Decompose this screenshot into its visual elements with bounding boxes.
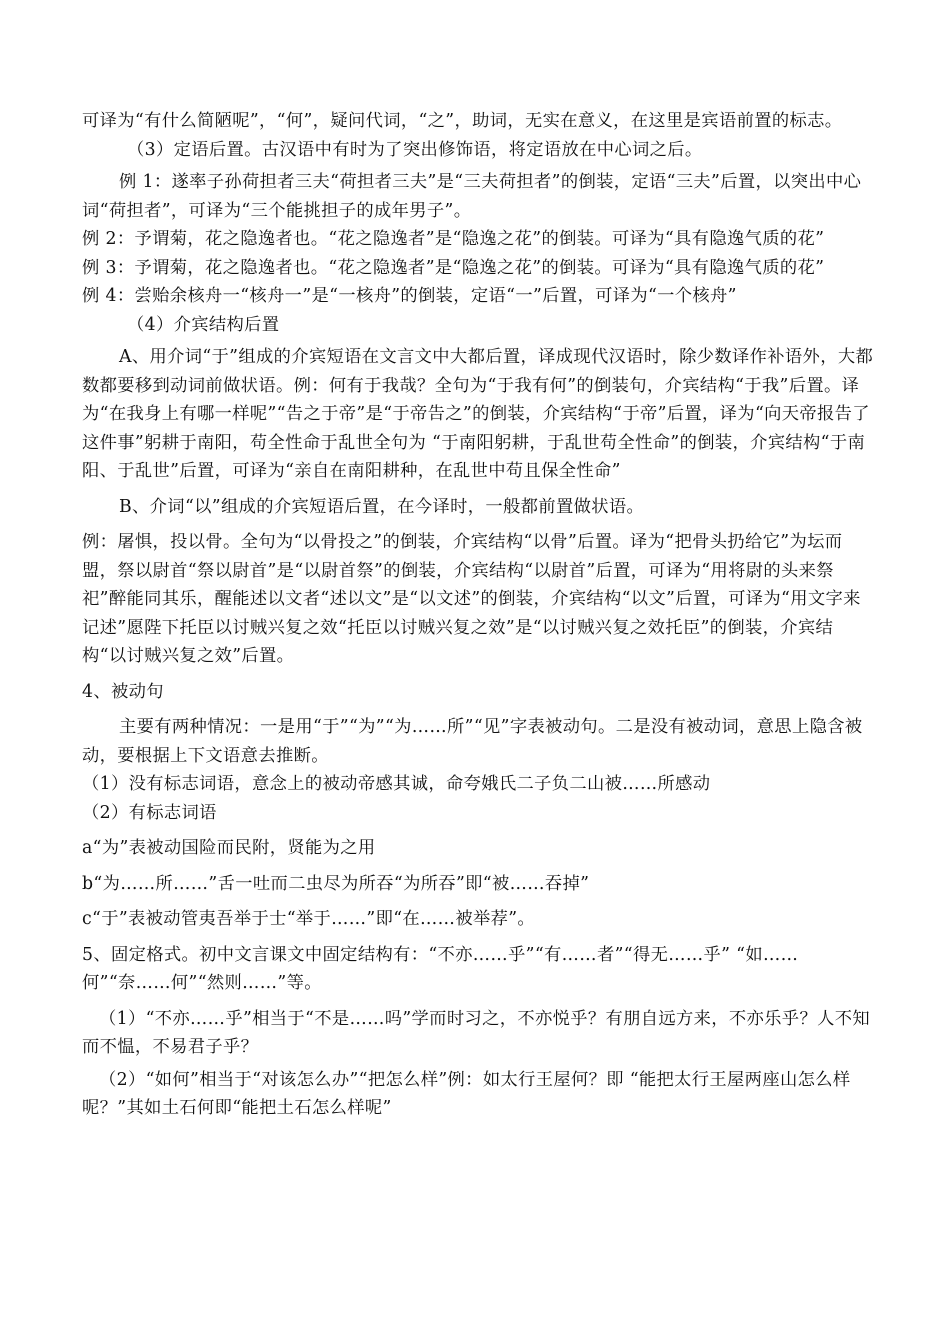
fixed-pattern-1: （1）“不亦……乎”相当于“不是……吗”学而时习之，不亦悦乎？有朋自远方来，不亦乐乎？人不知而不愠，不易君子乎？ [82, 1008, 870, 1057]
paragraph-preposition-yi-examples: 例：屠惧，投以骨。全句为“以骨投之”的倒装，介宾结构“以骨”后置。译为“把骨头扔给它”为坛而盟，祭以尉首“祭以尉首”是“以尉首祭”的倒装，介宾结构“以尉首”后置，可译为“用将尉的头来祭祀”醉能同其乐，醒能述以文者“述以文”是“以文述”的倒装，介宾结构“以文”后置，可译为“用文字来记述”愿陛下托臣以讨贼兴复之效“托臣以讨贼兴复之效”是“以讨贼兴复之效托臣”的倒装，介宾结构“以讨贼兴复之效”后置。 [82, 532, 861, 666]
example-1: 例 1：遂率子孙荷担者三夫“荷担者三夫”是“三夫荷担者”的倒装，定语“三夫”后置，以突出中心词“荷担者”，可译为“三个能挑担子的成年男子”。 [82, 172, 862, 221]
example-4: 例 4：尝贻余核舟一“核舟一”是“一核舟”的倒装，定语“一”后置，可译为“一个核舟” [82, 286, 737, 306]
heading-fixed-patterns: 5、固定格式。初中文言课文中固定结构有：“不亦……乎”“有……者”“得无……乎” “如……何”“奈……何”“然则……”等。 [82, 944, 799, 993]
paragraph-object-preposition-marker: 可译为“有什么简陋呢”，“何”，疑问代词，“之”，助词，无实在意义，在这里是宾语前置的标志。 [82, 111, 843, 131]
passive-item-c: c“于”表被动管夷吾举于士“举于……”即“在……被举荐”。 [82, 909, 536, 929]
paragraph-passive-overview: 主要有两种情况：一是用“于”“为”“为……所”“见”字表被动句。二是没有被动词，意思上隐含被动，要根据上下文语意去推断。 [82, 717, 863, 766]
passive-item-1: （1）没有标志词语，意念上的被动帝感其诚，命夸娥氏二子负二山被……所感动 [82, 774, 711, 794]
paragraph-preposition-yi: B、介词“以”组成的介宾短语后置，在今译时，一般都前置做状语。 [119, 496, 645, 517]
heading-passive-sentences: 4、被动句 [82, 681, 164, 702]
heading-attributive-postposition: （3）定语后置。古汉语中有时为了突出修饰语，将定语放在中心词之后。 [127, 139, 703, 160]
passive-item-b: b“为……所……”舌一吐而二虫尽为所吞“为所吞”即“被……吞掉” [82, 873, 590, 894]
example-2: 例 2：予谓菊，花之隐逸者也。“花之隐逸者”是“隐逸之花”的倒装。可译为“具有隐逸气质的花” [82, 229, 825, 249]
passive-item-a: a“为”表被动国险而民附，贤能为之用 [82, 838, 376, 858]
heading-prepositional-postposition: （4）介宾结构后置 [127, 314, 280, 335]
example-3: 例 3：予谓菊，花之隐逸者也。“花之隐逸者”是“隐逸之花”的倒装。可译为“具有隐逸气质的花” [82, 257, 825, 278]
fixed-pattern-2: （2）“如何”相当于“对该怎么办”“把怎么样”例：如太行王屋何？即 “能把太行王屋两座山怎么样呢？”其如土石何即“能把土石怎么样呢” [82, 1069, 851, 1118]
paragraph-preposition-yu: A、用介词“于”组成的介宾短语在文言文中大都后置，译成现代汉语时，除少数译作补语外，大都数都要移到动词前做状语。例：何有于我哉？全句为“于我有何”的倒装句，介宾结构“于我”后置。译为“在我身上有哪一样呢”“告之于帝”是“于帝告之”的倒装，介宾结构“于帝”后置，译为“向天帝报告了这件事”躬耕于南阳，苟全性命于乱世全句为 “于南阳躬耕，于乱世苟全性命”的倒装，介宾结构“于南阳、于乱世”后置，可译为“亲自在南阳耕种，在乱世中苟且保全性命” [82, 347, 874, 481]
passive-item-2: （2）有标志词语 [82, 802, 217, 823]
document-page [82, 107, 876, 1123]
